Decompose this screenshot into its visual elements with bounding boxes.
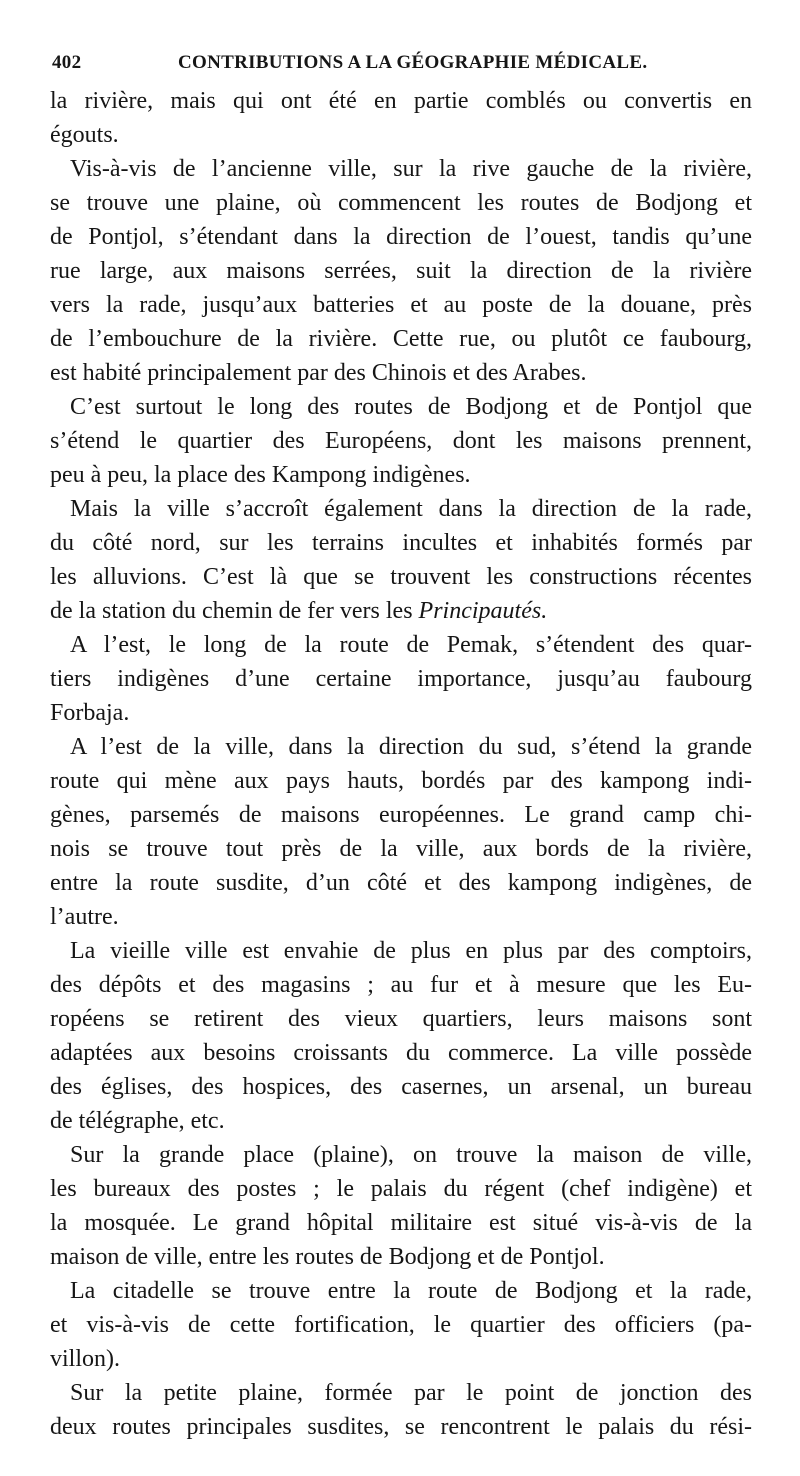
page-number: 402 [52,52,82,73]
text-line [50,968,752,1002]
text-line-content: adaptées aux besoins croissants du commerce. La ville possède [50,1040,752,1066]
text-line-content: de Pontjol, s’étendant dans la direction de l’ouest, tandis qu’une [50,224,752,250]
text-line-content: Vis-à-vis de l’ancienne ville, sur la rive gauche de la rivière, [70,156,752,182]
text-line [50,1410,752,1444]
text-line-content: tiers indigènes d’une certaine importance, jusqu’au faubourg [50,666,752,692]
text-line [50,560,752,594]
text-line [50,764,752,798]
text-line [50,662,752,696]
text-line [50,1172,752,1206]
text-line [50,186,752,220]
text-line-content: vers la rade, jusqu’aux batteries et au poste de la douane, près [50,292,752,318]
text-line-content: Sur la petite plaine, formée par le point de jonction des [70,1380,752,1406]
text-line-content: du côté nord, sur les terrains incultes et inhabités formés par [50,530,752,556]
text-line-content: deux routes principales susdites, se rencontrent le palais du rési- [50,1414,752,1440]
text-line-content: Forbaja. [50,700,130,726]
text-line [50,1002,752,1036]
text-line-content: A l’est de la ville, dans la direction du sud, s’étend la grande [70,734,752,760]
text-line [50,152,752,186]
text-line-content: C’est surtout le long des routes de Bodjong et de Pontjol que [70,394,752,420]
text-line [50,1240,752,1274]
text-line-content: de la station du chemin de fer vers les [50,598,419,624]
text-line-content: maison de ville, entre les routes de Bodjong et de Pontjol. [50,1244,605,1270]
body-text [50,84,752,1444]
text-line [50,1206,752,1240]
text-line-content: l’autre. [50,904,119,930]
text-line [50,696,752,730]
text-line [50,1138,752,1172]
text-line-content: peu à peu, la place des Kampong indigènes. [50,462,471,488]
text-line [50,934,752,968]
text-line [50,1342,752,1376]
text-line [50,458,752,492]
text-line-content: de l’embouchure de la rivière. Cette rue, ou plutôt ce faubourg, [50,326,752,352]
text-line [50,1308,752,1342]
text-line [50,1104,752,1138]
text-line-content: La citadelle se trouve entre la route de Bodjong et la rade, [70,1278,752,1304]
text-line [50,730,752,764]
text-line-content: route qui mène aux pays hauts, bordés par des kampong indi- [50,768,752,794]
text-line-content: la mosquée. Le grand hôpital militaire est situé vis-à-vis de la [50,1210,752,1236]
text-line [50,254,752,288]
text-line-content: et vis-à-vis de cette fortification, le quartier des officiers (pa- [50,1312,752,1338]
text-line [50,1036,752,1070]
text-line-content: les bureaux des postes ; le palais du régent (chef indigène) et [50,1176,752,1202]
text-line-content: nois se trouve tout près de la ville, aux bords de la rivière, [50,836,752,862]
text-line-content: Mais la ville s’accroît également dans la direction de la rade, [70,496,752,522]
text-line [50,900,752,934]
text-line-content: se trouve une plaine, où commencent les routes de Bodjong et [50,190,752,216]
text-line [50,390,752,424]
text-line-content: est habité principalement par des Chinois et des Arabes. [50,360,587,386]
text-line-content: égouts. [50,122,119,148]
text-line-content: la rivière, mais qui ont été en partie comblés ou convertis en [50,88,752,114]
text-line [50,594,752,628]
text-line [50,356,752,390]
text-line-content: de télégraphe, etc. [50,1108,225,1134]
text-line-content: des églises, des hospices, des casernes, un arsenal, un bureau [50,1074,752,1100]
text-line [50,288,752,322]
text-line-content: les alluvions. C’est là que se trouvent les constructions récentes [50,564,752,590]
text-line-content: villon). [50,1346,120,1372]
text-line [50,628,752,662]
text-line [50,84,752,118]
text-line-content: entre la route susdite, d’un côté et des kampong indigènes, de [50,870,752,896]
text-line-content: gènes, parsemés de maisons européennes. Le grand camp chi- [50,802,752,828]
text-line [50,866,752,900]
text-line-content: La vieille ville est envahie de plus en plus par des comptoirs, [70,938,752,964]
text-line-content: des dépôts et des magasins ; au fur et à mesure que les Eu- [50,972,752,998]
running-title: CONTRIBUTIONS A LA GÉOGRAPHIE MÉDICALE. [178,52,648,73]
italic-term: Principautés. [418,598,548,624]
text-line-content: Sur la grande place (plaine), on trouve la maison de ville, [70,1142,752,1168]
text-line-content: A l’est, le long de la route de Pemak, s’étendent des quar- [70,632,752,658]
text-line [50,492,752,526]
text-line [50,424,752,458]
text-line-content: ropéens se retirent des vieux quartiers, leurs maisons sont [50,1006,752,1032]
text-line [50,526,752,560]
text-line [50,832,752,866]
text-line [50,1376,752,1410]
text-line-content: s’étend le quartier des Européens, dont les maisons prennent, [50,428,752,454]
text-line [50,1274,752,1308]
text-line [50,118,752,152]
text-line [50,322,752,356]
running-header [52,52,748,74]
text-line [50,220,752,254]
text-line [50,798,752,832]
text-line-content: rue large, aux maisons serrées, suit la direction de la rivière [50,258,752,284]
text-line [50,1070,752,1104]
